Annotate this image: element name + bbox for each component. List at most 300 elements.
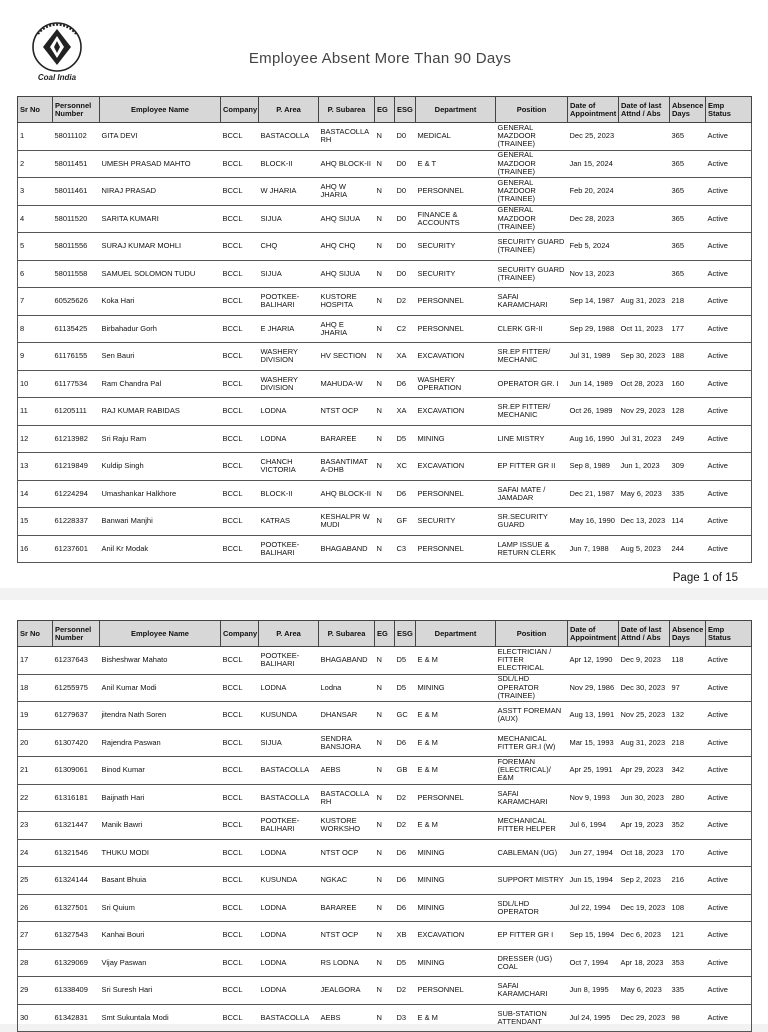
table-row <box>18 702 752 730</box>
cell-company: BCCL <box>221 702 259 730</box>
cell-p-subarea: AEBS <box>319 1004 375 1032</box>
column-header-esg: ESG <box>395 97 416 123</box>
cell-department: E & M <box>416 647 496 675</box>
cell-date-of-appointment: Dec 21, 1987 <box>568 480 619 508</box>
cell-department: WASHERY OPERATION <box>416 370 496 398</box>
cell-p-subarea: DHANSAR <box>319 702 375 730</box>
cell-emp-status: Active <box>706 977 752 1005</box>
cell-employee-name: Sri Suresh Hari <box>100 977 221 1005</box>
cell-absence-days: 128 <box>670 398 706 426</box>
cell-emp-status: Active <box>706 453 752 481</box>
cell-esg: D0 <box>395 233 416 261</box>
cell-eg: N <box>375 205 395 233</box>
cell-esg: D2 <box>395 812 416 840</box>
cell-emp-status: Active <box>706 647 752 675</box>
cell-department: E & M <box>416 702 496 730</box>
cell-date-of-last-attendance: Dec 6, 2023 <box>619 922 670 950</box>
cell-date-of-last-attendance: Aug 5, 2023 <box>619 535 670 563</box>
cell-p-subarea: KESHALPR W MUDI <box>319 508 375 536</box>
cell-department: E & M <box>416 757 496 785</box>
cell-eg: N <box>375 839 395 867</box>
cell-sr-no: 10 <box>18 370 53 398</box>
cell-p-subarea: RS LODNA <box>319 949 375 977</box>
cell-emp-status: Active <box>706 784 752 812</box>
cell-p-subarea: BHAGABAND <box>319 647 375 675</box>
table-row <box>18 674 752 702</box>
cell-sr-no: 8 <box>18 315 53 343</box>
cell-position: CLERK GR-II <box>496 315 568 343</box>
cell-department: EXCAVATION <box>416 922 496 950</box>
cell-p-area: LODNA <box>259 922 319 950</box>
cell-date-of-last-attendance <box>619 150 670 178</box>
cell-p-subarea: AHQ E JHARIA <box>319 315 375 343</box>
cell-date-of-appointment: Aug 13, 1991 <box>568 702 619 730</box>
table-row <box>18 480 752 508</box>
cell-department: E & M <box>416 1004 496 1032</box>
cell-eg: N <box>375 1004 395 1032</box>
cell-date-of-last-attendance: Aug 31, 2023 <box>619 288 670 316</box>
cell-absence-days: 335 <box>670 977 706 1005</box>
cell-emp-status: Active <box>706 812 752 840</box>
cell-department: SECURITY <box>416 508 496 536</box>
cell-department: PERSONNEL <box>416 535 496 563</box>
cell-eg: N <box>375 702 395 730</box>
cell-personnel-number: 61224294 <box>53 480 100 508</box>
table-row <box>18 453 752 481</box>
cell-emp-status: Active <box>706 674 752 702</box>
cell-personnel-number: 60525626 <box>53 288 100 316</box>
cell-eg: N <box>375 233 395 261</box>
cell-eg: N <box>375 315 395 343</box>
cell-sr-no: 3 <box>18 178 53 206</box>
cell-emp-status: Active <box>706 343 752 371</box>
cell-sr-no: 16 <box>18 535 53 563</box>
cell-position: OPERATOR GR. I <box>496 370 568 398</box>
cell-company: BCCL <box>221 260 259 288</box>
cell-p-subarea: AHQ BLOCK-II <box>319 480 375 508</box>
cell-personnel-number: 61279637 <box>53 702 100 730</box>
table-row <box>18 757 752 785</box>
cell-company: BCCL <box>221 977 259 1005</box>
column-header-employee-name: Employee Name <box>100 97 221 123</box>
cell-absence-days: 216 <box>670 867 706 895</box>
cell-sr-no: 29 <box>18 977 53 1005</box>
cell-employee-name: NIRAJ PRASAD <box>100 178 221 206</box>
cell-department: MINING <box>416 674 496 702</box>
cell-p-subarea: AEBS <box>319 757 375 785</box>
cell-position: ASSTT FOREMAN (AUX) <box>496 702 568 730</box>
table-row <box>18 178 752 206</box>
document-page-2 <box>0 600 768 1024</box>
column-header-eg: EG <box>375 621 395 647</box>
column-header-emp-status: Emp Status <box>706 621 752 647</box>
cell-eg: N <box>375 812 395 840</box>
cell-department: EXCAVATION <box>416 343 496 371</box>
cell-company: BCCL <box>221 535 259 563</box>
cell-p-subarea: MAHUDA-W <box>319 370 375 398</box>
logo-text: Coal India <box>37 73 77 82</box>
cell-personnel-number: 58011558 <box>53 260 100 288</box>
table-row <box>18 977 752 1005</box>
cell-date-of-last-attendance: Dec 13, 2023 <box>619 508 670 536</box>
cell-eg: N <box>375 784 395 812</box>
cell-p-area: LODNA <box>259 839 319 867</box>
cell-company: BCCL <box>221 729 259 757</box>
cell-employee-name: THUKU MODI <box>100 839 221 867</box>
cell-company: BCCL <box>221 343 259 371</box>
cell-employee-name: Smt Sukuntala Modi <box>100 1004 221 1032</box>
cell-position: GENERAL MAZDOOR (TRAINEE) <box>496 150 568 178</box>
column-header-sr-no: Sr No <box>18 621 53 647</box>
cell-personnel-number: 61237601 <box>53 535 100 563</box>
cell-absence-days: 160 <box>670 370 706 398</box>
cell-date-of-last-attendance: Jun 30, 2023 <box>619 784 670 812</box>
column-header-date-of-last-attendance: Date of last Attnd / Abs <box>619 97 670 123</box>
cell-employee-name: Sri Quium <box>100 894 221 922</box>
cell-p-subarea: NTST OCP <box>319 839 375 867</box>
cell-employee-name: RAJ KUMAR RABIDAS <box>100 398 221 426</box>
table-row <box>18 260 752 288</box>
cell-emp-status: Active <box>706 315 752 343</box>
cell-eg: N <box>375 867 395 895</box>
cell-absence-days: 97 <box>670 674 706 702</box>
cell-emp-status: Active <box>706 178 752 206</box>
cell-date-of-appointment: Dec 28, 2023 <box>568 205 619 233</box>
cell-p-subarea: BASANTIMAT A-DHB <box>319 453 375 481</box>
cell-department: PERSONNEL <box>416 784 496 812</box>
cell-absence-days: 352 <box>670 812 706 840</box>
cell-p-area: BASTACOLLA <box>259 784 319 812</box>
cell-p-area: E JHARIA <box>259 315 319 343</box>
cell-p-subarea: BASTACOLLA RH <box>319 123 375 151</box>
cell-date-of-last-attendance: Dec 30, 2023 <box>619 674 670 702</box>
cell-emp-status: Active <box>706 260 752 288</box>
cell-company: BCCL <box>221 398 259 426</box>
cell-company: BCCL <box>221 205 259 233</box>
cell-esg: D2 <box>395 784 416 812</box>
cell-position: EP FITTER GR II <box>496 453 568 481</box>
cell-company: BCCL <box>221 757 259 785</box>
cell-employee-name: GITA DEVI <box>100 123 221 151</box>
cell-sr-no: 26 <box>18 894 53 922</box>
cell-personnel-number: 58011461 <box>53 178 100 206</box>
cell-date-of-last-attendance <box>619 233 670 261</box>
cell-date-of-last-attendance: Apr 29, 2023 <box>619 757 670 785</box>
cell-date-of-last-attendance: May 6, 2023 <box>619 977 670 1005</box>
table-row <box>18 922 752 950</box>
cell-position: SAFAI KARAMCHARI <box>496 784 568 812</box>
cell-position: SR.EP FITTER/ MECHANIC <box>496 398 568 426</box>
cell-absence-days: 244 <box>670 535 706 563</box>
cell-personnel-number: 61321546 <box>53 839 100 867</box>
cell-company: BCCL <box>221 812 259 840</box>
cell-position: SUB-STATION ATTENDANT <box>496 1004 568 1032</box>
cell-employee-name: Basant Bhuia <box>100 867 221 895</box>
cell-department: SECURITY <box>416 260 496 288</box>
cell-emp-status: Active <box>706 535 752 563</box>
cell-emp-status: Active <box>706 839 752 867</box>
cell-emp-status: Active <box>706 922 752 950</box>
cell-position: SECURITY GUARD (TRAINEE) <box>496 260 568 288</box>
table-row <box>18 233 752 261</box>
cell-emp-status: Active <box>706 205 752 233</box>
cell-sr-no: 24 <box>18 839 53 867</box>
cell-sr-no: 20 <box>18 729 53 757</box>
cell-p-area: BLOCK-II <box>259 480 319 508</box>
table-header-row <box>18 621 752 647</box>
column-header-p-area: P. Area <box>259 621 319 647</box>
cell-esg: D0 <box>395 150 416 178</box>
cell-company: BCCL <box>221 674 259 702</box>
cell-employee-name: Sen Bauri <box>100 343 221 371</box>
cell-employee-name: Banwari Manjhi <box>100 508 221 536</box>
cell-date-of-last-attendance <box>619 178 670 206</box>
cell-date-of-last-attendance: Oct 11, 2023 <box>619 315 670 343</box>
cell-personnel-number: 61329069 <box>53 949 100 977</box>
table-row <box>18 535 752 563</box>
cell-company: BCCL <box>221 150 259 178</box>
cell-p-area: LODNA <box>259 398 319 426</box>
cell-position: GENERAL MAZDOOR (TRAINEE) <box>496 205 568 233</box>
cell-p-area: KUSUNDA <box>259 702 319 730</box>
cell-date-of-appointment: Jul 22, 1994 <box>568 894 619 922</box>
column-header-position: Position <box>496 97 568 123</box>
cell-eg: N <box>375 647 395 675</box>
cell-personnel-number: 61255975 <box>53 674 100 702</box>
cell-personnel-number: 61213982 <box>53 425 100 453</box>
cell-position: LINE MISTRY <box>496 425 568 453</box>
cell-personnel-number: 61135425 <box>53 315 100 343</box>
cell-eg: N <box>375 370 395 398</box>
cell-eg: N <box>375 398 395 426</box>
column-header-esg: ESG <box>395 621 416 647</box>
cell-company: BCCL <box>221 315 259 343</box>
cell-sr-no: 25 <box>18 867 53 895</box>
cell-position: SDL/LHD OPERATOR (TRAINEE) <box>496 674 568 702</box>
column-header-p-area: P. Area <box>259 97 319 123</box>
cell-sr-no: 13 <box>18 453 53 481</box>
cell-company: BCCL <box>221 647 259 675</box>
cell-absence-days: 365 <box>670 178 706 206</box>
cell-p-subarea: SENDRA BANSJORA <box>319 729 375 757</box>
cell-employee-name: Birbahadur Gorh <box>100 315 221 343</box>
cell-esg: XA <box>395 343 416 371</box>
cell-esg: GB <box>395 757 416 785</box>
cell-p-area: CHQ <box>259 233 319 261</box>
cell-employee-name: Anil Kr Modak <box>100 535 221 563</box>
table-row <box>18 150 752 178</box>
cell-department: MINING <box>416 867 496 895</box>
table-row <box>18 315 752 343</box>
cell-personnel-number: 61338409 <box>53 977 100 1005</box>
cell-p-area: POOTKEE-BALIHARI <box>259 647 319 675</box>
cell-sr-no: 11 <box>18 398 53 426</box>
cell-p-area: LODNA <box>259 894 319 922</box>
cell-date-of-last-attendance <box>619 123 670 151</box>
cell-company: BCCL <box>221 480 259 508</box>
cell-emp-status: Active <box>706 508 752 536</box>
cell-date-of-appointment: Jun 8, 1995 <box>568 977 619 1005</box>
cell-personnel-number: 58011102 <box>53 123 100 151</box>
cell-position: SAFAI MATE / JAMADAR <box>496 480 568 508</box>
cell-esg: D6 <box>395 480 416 508</box>
cell-employee-name: Kanhai Bouri <box>100 922 221 950</box>
cell-sr-no: 7 <box>18 288 53 316</box>
cell-esg: D6 <box>395 370 416 398</box>
cell-employee-name: jitendra Nath Soren <box>100 702 221 730</box>
cell-company: BCCL <box>221 233 259 261</box>
table-row <box>18 370 752 398</box>
cell-department: FINANCE & ACCOUNTS <box>416 205 496 233</box>
cell-personnel-number: 61342831 <box>53 1004 100 1032</box>
table-row <box>18 784 752 812</box>
cell-position: DRESSER (UG) COAL <box>496 949 568 977</box>
cell-date-of-appointment: May 16, 1990 <box>568 508 619 536</box>
table-row <box>18 812 752 840</box>
cell-position: GENERAL MAZDOOR (TRAINEE) <box>496 123 568 151</box>
cell-absence-days: 177 <box>670 315 706 343</box>
cell-date-of-appointment: Jun 14, 1989 <box>568 370 619 398</box>
cell-p-area: KATRAS <box>259 508 319 536</box>
column-header-company: Company <box>221 97 259 123</box>
column-header-emp-status: Emp Status <box>706 97 752 123</box>
cell-date-of-last-attendance: Jul 31, 2023 <box>619 425 670 453</box>
cell-p-area: LODNA <box>259 674 319 702</box>
cell-absence-days: 118 <box>670 647 706 675</box>
cell-position: CABLEMAN (UG) <box>496 839 568 867</box>
cell-employee-name: Vijay Paswan <box>100 949 221 977</box>
cell-absence-days: 335 <box>670 480 706 508</box>
cell-date-of-appointment: Oct 7, 1994 <box>568 949 619 977</box>
cell-eg: N <box>375 729 395 757</box>
cell-absence-days: 365 <box>670 150 706 178</box>
cell-date-of-appointment: Nov 9, 1993 <box>568 784 619 812</box>
table-row <box>18 894 752 922</box>
cell-p-area: WASHERY DIVISION <box>259 370 319 398</box>
cell-p-area: WASHERY DIVISION <box>259 343 319 371</box>
cell-date-of-last-attendance: Aug 31, 2023 <box>619 729 670 757</box>
cell-eg: N <box>375 922 395 950</box>
cell-p-subarea: KUSTORE WORKSHO <box>319 812 375 840</box>
cell-p-area: BASTACOLLA <box>259 123 319 151</box>
cell-company: BCCL <box>221 178 259 206</box>
column-header-p-subarea: P. Subarea <box>319 621 375 647</box>
cell-emp-status: Active <box>706 702 752 730</box>
cell-employee-name: Baijnath Hari <box>100 784 221 812</box>
cell-position: EP FITTER GR I <box>496 922 568 950</box>
cell-date-of-appointment: Apr 25, 1991 <box>568 757 619 785</box>
employee-table-page-1 <box>17 96 752 563</box>
cell-date-of-appointment: Aug 16, 1990 <box>568 425 619 453</box>
cell-position: SAFAI KARAMCHARI <box>496 288 568 316</box>
cell-company: BCCL <box>221 839 259 867</box>
report-title: Employee Absent More Than 90 Days <box>248 50 512 67</box>
table-row <box>18 647 752 675</box>
cell-absence-days: 365 <box>670 233 706 261</box>
cell-date-of-last-attendance: Nov 25, 2023 <box>619 702 670 730</box>
cell-date-of-last-attendance: Dec 9, 2023 <box>619 647 670 675</box>
cell-date-of-appointment: Jul 31, 1989 <box>568 343 619 371</box>
cell-employee-name: Rajendra Paswan <box>100 729 221 757</box>
cell-emp-status: Active <box>706 425 752 453</box>
cell-employee-name: Binod Kumar <box>100 757 221 785</box>
cell-employee-name: Kuldip Singh <box>100 453 221 481</box>
cell-esg: D5 <box>395 425 416 453</box>
column-header-personnel-number: Personnel Number <box>53 621 100 647</box>
cell-absence-days: 365 <box>670 260 706 288</box>
cell-date-of-appointment: Sep 8, 1989 <box>568 453 619 481</box>
cell-date-of-appointment: Apr 12, 1990 <box>568 647 619 675</box>
cell-p-subarea: AHQ SIJUA <box>319 205 375 233</box>
cell-position: FOREMAN (ELECTRICAL)/ E&M <box>496 757 568 785</box>
cell-p-area: POOTKEE-BALIHARI <box>259 812 319 840</box>
cell-date-of-last-attendance: Dec 19, 2023 <box>619 894 670 922</box>
cell-employee-name: SURAJ KUMAR MOHLI <box>100 233 221 261</box>
cell-company: BCCL <box>221 922 259 950</box>
cell-position: SR.SECURITY GUARD <box>496 508 568 536</box>
cell-personnel-number: 61205111 <box>53 398 100 426</box>
table-row <box>18 398 752 426</box>
cell-esg: XB <box>395 922 416 950</box>
cell-date-of-last-attendance: Dec 29, 2023 <box>619 1004 670 1032</box>
table-row <box>18 343 752 371</box>
cell-sr-no: 23 <box>18 812 53 840</box>
cell-date-of-appointment: Dec 25, 2023 <box>568 123 619 151</box>
table-row <box>18 1004 752 1032</box>
cell-emp-status: Active <box>706 757 752 785</box>
cell-absence-days: 249 <box>670 425 706 453</box>
cell-absence-days: 108 <box>670 894 706 922</box>
column-header-employee-name: Employee Name <box>100 621 221 647</box>
cell-p-area: W JHARIA <box>259 178 319 206</box>
column-header-date-of-appointment: Date of Appointment <box>568 621 619 647</box>
cell-position: LAMP ISSUE & RETURN CLERK <box>496 535 568 563</box>
cell-p-subarea: BARAREE <box>319 425 375 453</box>
table-row <box>18 729 752 757</box>
cell-sr-no: 18 <box>18 674 53 702</box>
cell-department: MINING <box>416 949 496 977</box>
cell-personnel-number: 61176155 <box>53 343 100 371</box>
cell-eg: N <box>375 508 395 536</box>
cell-eg: N <box>375 123 395 151</box>
cell-absence-days: 280 <box>670 784 706 812</box>
cell-sr-no: 2 <box>18 150 53 178</box>
cell-esg: D0 <box>395 178 416 206</box>
cell-sr-no: 19 <box>18 702 53 730</box>
cell-position: SR.EP FITTER/ MECHANIC <box>496 343 568 371</box>
cell-p-subarea: AHQ BLOCK-II <box>319 150 375 178</box>
cell-department: PERSONNEL <box>416 178 496 206</box>
cell-emp-status: Active <box>706 398 752 426</box>
cell-eg: N <box>375 288 395 316</box>
cell-esg: D3 <box>395 1004 416 1032</box>
cell-eg: N <box>375 674 395 702</box>
cell-personnel-number: 61177534 <box>53 370 100 398</box>
table-row <box>18 205 752 233</box>
cell-date-of-last-attendance: Nov 29, 2023 <box>619 398 670 426</box>
cell-absence-days: 132 <box>670 702 706 730</box>
cell-department: MINING <box>416 894 496 922</box>
cell-emp-status: Active <box>706 288 752 316</box>
cell-sr-no: 12 <box>18 425 53 453</box>
cell-esg: XA <box>395 398 416 426</box>
cell-eg: N <box>375 425 395 453</box>
table-row <box>18 839 752 867</box>
cell-esg: D6 <box>395 729 416 757</box>
column-header-department: Department <box>416 97 496 123</box>
cell-p-area: SIJUA <box>259 729 319 757</box>
cell-department: E & M <box>416 729 496 757</box>
